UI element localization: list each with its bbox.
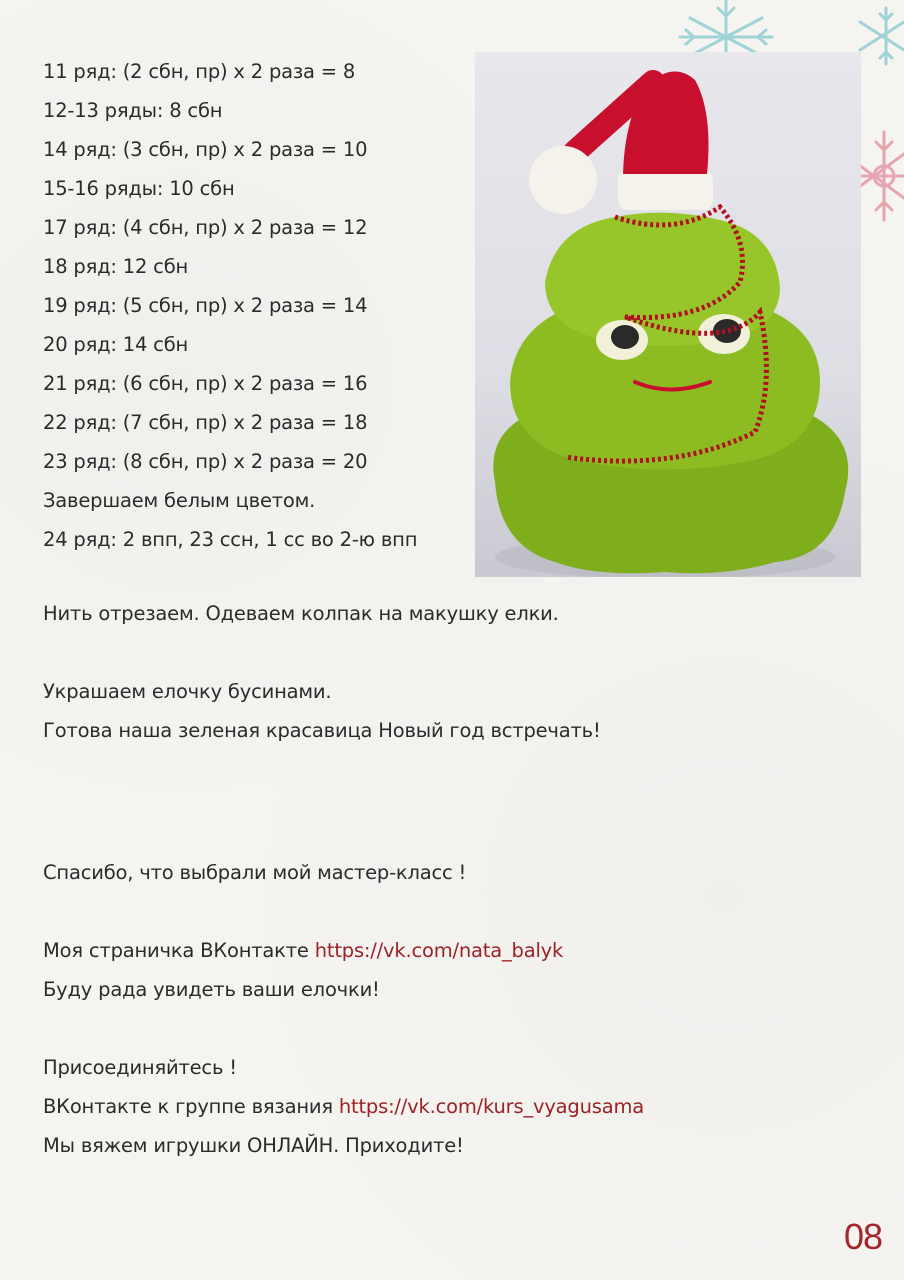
pattern-row: 18 ряд: 12 сбн <box>43 255 189 278</box>
vk-page-block <box>43 931 883 1009</box>
decoration-instructions <box>43 672 883 750</box>
instruction-line: Готова наша зеленая красавица Новый год встречать! <box>43 719 601 742</box>
pattern-row: 12-13 ряды: 8 сбн <box>43 99 223 122</box>
finishing-instructions <box>43 594 883 633</box>
pattern-row: 11 ряд: (2 сбн, пр) х 2 раза = 8 <box>43 60 356 83</box>
pattern-row: 15-16 ряды: 10 сбн <box>43 177 235 200</box>
group-block <box>43 1048 883 1165</box>
see-trees-line: Буду рада увидеть ваши елочки! <box>43 978 380 1001</box>
instruction-line: Украшаем елочку бусинами. <box>43 680 332 703</box>
vk-page-line <box>43 931 883 970</box>
join-line: Присоединяйтесь ! <box>43 1056 237 1079</box>
snowflake-teal-small-icon <box>856 4 904 68</box>
group-line <box>43 1087 883 1126</box>
thanks-note <box>43 853 883 892</box>
page-number: 08 <box>843 1216 882 1257</box>
pattern-row: Завершаем белым цветом. <box>43 489 316 512</box>
pattern-row: 14 ряд: (3 сбн, пр) х 2 раза = 10 <box>43 138 368 161</box>
pattern-row: 24 ряд: 2 впп, 23 ссн, 1 сс во 2-ю впп <box>43 528 418 551</box>
pattern-row: 21 ряд: (6 сбн, пр) х 2 раза = 16 <box>43 372 368 395</box>
group-label: ВКонтакте к группе вязания <box>43 1095 339 1118</box>
vk-page-label: Моя страничка ВКонтакте <box>43 939 315 962</box>
pattern-row: 19 ряд: (5 сбн, пр) х 2 раза = 14 <box>43 294 368 317</box>
pattern-row: 17 ряд: (4 сбн, пр) х 2 раза = 12 <box>43 216 368 239</box>
pattern-row: 20 ряд: 14 сбн <box>43 333 189 356</box>
pattern-rows <box>43 52 463 559</box>
instruction-line: Нить отрезаем. Одеваем колпак на макушку елки. <box>43 602 559 625</box>
christmas-tree-toy-icon <box>475 52 861 577</box>
group-link[interactable]: https://vk.com/kurs_vyagusama <box>338 1095 645 1118</box>
crochet-tree-photo <box>475 52 861 577</box>
pattern-row: 22 ряд: (7 сбн, пр) х 2 раза = 18 <box>43 411 368 434</box>
pattern-row: 23 ряд: (8 сбн, пр) х 2 раза = 20 <box>43 450 368 473</box>
thanks-line: Спасибо, что выбрали мой мастер-класс ! <box>43 861 467 884</box>
vk-page-link[interactable]: https://vk.com/nata_balyk <box>314 939 564 962</box>
online-line: Мы вяжем игрушки ОНЛАЙН. Приходите! <box>43 1134 464 1157</box>
